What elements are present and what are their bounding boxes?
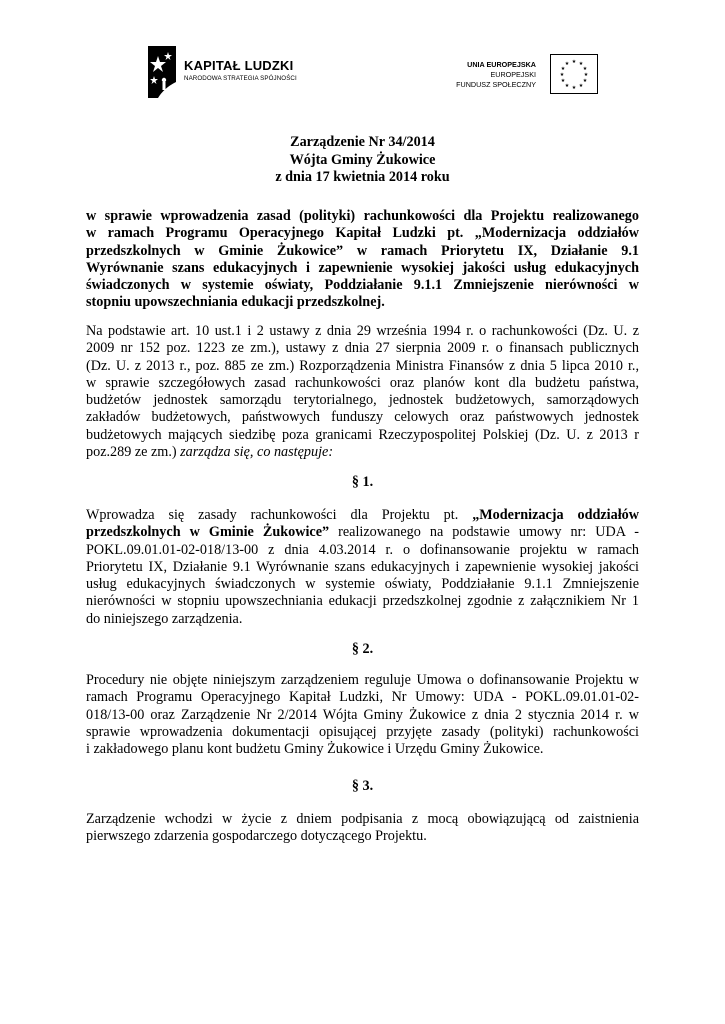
section-1-line — [86, 524, 639, 541]
basis-last-line — [86, 444, 639, 461]
subject-line: przedszkolnych w Gminie Żukowice” w ramach Priorytetu IX, Działanie 9.1 — [86, 242, 639, 259]
section-1-line — [86, 507, 639, 524]
basis-closing-phrase: zarządza się, co następuje: — [180, 444, 334, 461]
section-3-title: § 3. — [351, 778, 374, 794]
kapital-ludzki-emblem-icon — [140, 42, 180, 100]
kapital-ludzki-title: KAPITAŁ LUDZKI — [184, 58, 294, 73]
svg-text:★: ★ — [571, 59, 577, 65]
kapital-ludzki-subtitle: NARODOWA STRATEGIA SPÓJNOŚCI — [184, 75, 297, 82]
subject-line: w sprawie wprowadzenia zasad (polityki) rachunkowości dla Projektu realizowanego — [86, 208, 639, 224]
basis-line: budżetowych mających siedzibę poza granicami Rzeczypospolitej Polskiej (Dz. U. z 2013 r — [86, 426, 639, 443]
basis-line: Na podstawie art. 10 ust.1 i 2 ustawy z dnia 29 września 1994 r. o rachunkowości (Dz. U. z — [86, 323, 639, 339]
section-1-project-name-cont: przedszkolnych w Gminie Żukowice” — [86, 524, 330, 541]
header-title: Zarządzenie Nr 34/2014 — [290, 134, 435, 150]
eu-logo-line2: EUROPEJSKI — [490, 70, 536, 79]
basis-line: w sprawie szczegółowych zasad rachunkowości oraz planów kont dla budżetu państwa, — [86, 374, 639, 391]
section-1-line: Priorytetu IX, Działanie 9.1 Wyrównanie szans edukacyjnych i zapewnienie wysokiej jakości — [86, 558, 639, 575]
section-1-line: nierówności w stopniu upowszechniania edukacji przedszkolnej zgodnie z załącznikiem Nr 1 — [86, 593, 639, 610]
section-1-project-name: „Modernizacja oddziałów — [472, 507, 639, 523]
svg-text:★: ★ — [560, 66, 566, 72]
subject-line: stopniu upowszechniania edukacji przedszkolnej. — [86, 294, 385, 311]
basis-line: budżetów jednostek samorządu terytorialnego, jednostek budżetowych, samorządowych — [86, 392, 639, 409]
section-3-line: pierwszego zdarzenia gospodarczego dotyczącego Projektu. — [86, 828, 427, 845]
section-1-line: do niniejszego zarządzenia. — [86, 610, 243, 627]
eu-flag-icon — [550, 54, 598, 94]
basis-line: 2009 nr 152 poz. 1223 ze zm.), ustawy z dnia 27 sierpnia 2009 r. o finansach publicznych — [86, 340, 639, 357]
subject-line: świadczonych w systemie oświaty, Poddziałanie 9.1.1 Zmniejszenie nierówności w — [86, 277, 639, 294]
svg-text:★: ★ — [582, 78, 588, 84]
basis-line: zakładów budżetowych, państwowych funduszy celowych oraz państwowych jednostek — [86, 409, 639, 426]
svg-text:★: ★ — [564, 83, 570, 89]
section-2-title: § 2. — [351, 641, 374, 657]
kapital-ludzki-logo — [140, 42, 297, 102]
svg-text:★: ★ — [571, 85, 577, 91]
svg-text:★: ★ — [560, 78, 566, 84]
section-1-line: POKL.09.01.01-02-018/13-00 z dnia 4.03.2014 r. o dofinansowanie projektu w ramach — [86, 541, 639, 558]
section-2-line: Procedury nie objęte niniejszym zarządzeniem reguluje Umowa o dofinansowanie Projektu w — [86, 672, 639, 688]
section-2-line: sprawie wprowadzenia dokumentacji opisującej przyjęte zasady (polityki) rachunkowości — [86, 723, 639, 740]
section-2-line: i zakładowego planu kont budżetu Gminy Żukowice i Urzędu Gminy Żukowice. — [86, 741, 544, 758]
eu-logo-line1: UNIA EUROPEJSKA — [467, 60, 536, 69]
section-1-body — [86, 507, 639, 628]
section-1-line2-text: realizowanego na podstawie umowy nr: UDA - — [329, 524, 639, 541]
section-2-body — [86, 672, 639, 758]
svg-text:★: ★ — [583, 72, 589, 78]
section-1-line: usług edukacyjnych świadczonych w systemie oświaty, Poddziałanie 9.1.1 Zmniejszenie — [86, 576, 639, 593]
eu-logo-text — [456, 60, 536, 90]
eu-logo — [456, 46, 598, 104]
subject-paragraph — [86, 208, 639, 312]
section-1-title: § 1. — [351, 474, 374, 490]
svg-text:★: ★ — [582, 66, 588, 72]
section-2-line: 018/13-00 oraz Zarządzenie Nr 2/2014 Wójta Gminy Żukowice z dnia 2 stycznia 2014 r. w — [86, 706, 639, 723]
section-3-body — [86, 811, 639, 846]
basis-line: (Dz. U. z 2013 r., poz. 885 ze zm.) Rozporządzenia Ministra Finansów z dnia 5 lipca 2010 r., — [86, 357, 639, 374]
subject-line: Wyrównanie szans edukacyjnych i zapewnienie wysokiej jakości usług edukacyjnych — [86, 259, 639, 276]
basis-last-line-text: poz.289 ze zm.) — [86, 444, 181, 461]
eu-logo-line3: FUNDUSZ SPOŁECZNY — [456, 80, 536, 89]
section-3-line: Zarządzenie wchodzi w życie z dniem podpisania z mocą obowiązującą od zaistnienia — [86, 811, 639, 827]
svg-text:★: ★ — [578, 61, 584, 67]
section-2-line: ramach Programu Operacyjnego Kapitał Ludzki, Nr Umowy: UDA - POKL.09.01.01-02- — [86, 689, 639, 706]
header-date: z dnia 17 kwietnia 2014 roku — [275, 169, 450, 185]
section-1-line1-text: Wprowadza się zasady rachunkowości dla Projektu pt. — [86, 507, 473, 523]
subject-line: w ramach Programu Operacyjnego Kapitał Ludzki pt. „Modernizacja oddziałów — [86, 225, 639, 242]
svg-text:★: ★ — [559, 72, 565, 78]
svg-text:★: ★ — [578, 83, 584, 89]
document-header — [86, 134, 639, 187]
legal-basis-paragraph — [86, 323, 639, 461]
header-issuer: Wójta Gminy Żukowice — [289, 151, 436, 168]
svg-text:★: ★ — [564, 61, 570, 67]
